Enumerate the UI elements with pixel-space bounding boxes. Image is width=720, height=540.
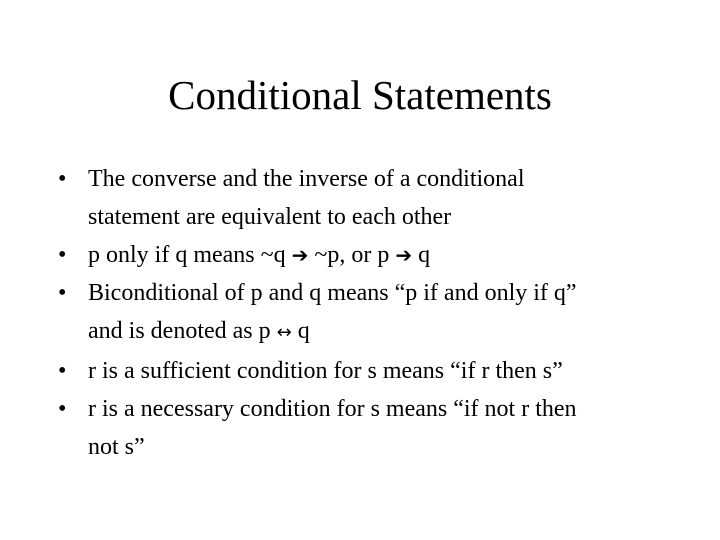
bullet-text: q bbox=[291, 318, 310, 344]
bullet-sufficient-condition bbox=[58, 352, 678, 390]
left-right-arrow-icon: ↔ bbox=[276, 322, 292, 343]
bullet-text-line: statement are equivalent to each other bbox=[88, 204, 452, 230]
bullet-only-if bbox=[58, 236, 678, 274]
bullet-text-line: r is a necessary condition for s means “if not r then bbox=[88, 396, 577, 422]
right-arrow-icon: ➔ bbox=[395, 243, 413, 267]
bullet-text-line: Biconditional of p and q means “p if and only if q” bbox=[88, 280, 577, 306]
bullet-icon: • bbox=[58, 358, 67, 384]
bullet-text-line: r is a sufficient condition for s means “if r then s” bbox=[88, 358, 563, 384]
bullet-text: q bbox=[412, 242, 431, 268]
slide-title: Conditional Statements bbox=[168, 72, 552, 118]
bullet-converse-inverse bbox=[58, 160, 678, 236]
bullet-text-line: The converse and the inverse of a conditional bbox=[88, 166, 525, 192]
bullet-necessary-condition bbox=[58, 390, 678, 466]
bullet-list bbox=[58, 160, 678, 466]
bullet-text: ~p, or p bbox=[308, 242, 396, 268]
bullet-icon: • bbox=[58, 242, 67, 268]
bullet-icon: • bbox=[58, 280, 67, 306]
bullet-text-line bbox=[88, 236, 678, 274]
bullet-icon: • bbox=[58, 396, 67, 422]
bullet-biconditional bbox=[58, 274, 678, 352]
bullet-text-line bbox=[88, 312, 678, 352]
bullet-text: p only if q means ~q bbox=[88, 242, 292, 268]
bullet-icon: • bbox=[58, 166, 67, 192]
bullet-text: and is denoted as p bbox=[88, 318, 277, 344]
bullet-text-line: not s” bbox=[88, 434, 145, 460]
right-arrow-icon: ➔ bbox=[291, 243, 309, 267]
